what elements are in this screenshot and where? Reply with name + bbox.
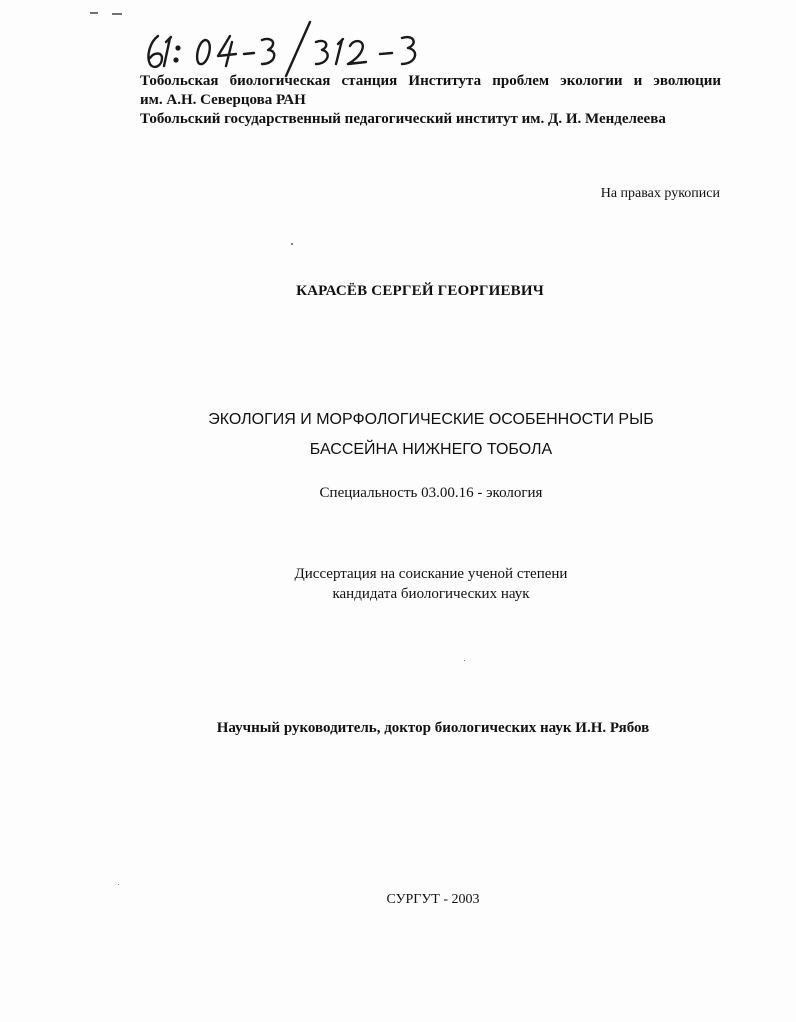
scientific-supervisor: Научный руководитель, доктор биологических наук И.Н. Рябов (216, 720, 650, 736)
degree-line-1: Диссертация на соискание ученой степени (294, 566, 568, 582)
degree-line-2: кандидата биологических наук (332, 586, 530, 602)
handwritten-archive-code (140, 18, 440, 78)
institution-line-2: им. А.Н. Северцова РАН (140, 92, 306, 108)
title-line-2: БАССЕЙНА НИЖНЕГО ТОБОЛА (309, 441, 553, 458)
degree-statement (0, 564, 796, 604)
scan-speck (291, 243, 293, 245)
scan-speck (118, 884, 119, 885)
place-and-year: СУРГУТ - 2003 (386, 892, 480, 907)
author-name: КАРАСЁВ СЕРГЕЙ ГЕОРГИЕВИЧ (296, 283, 544, 299)
dissertation-title (0, 405, 796, 465)
specialty: Специальность 03.00.16 - экология (319, 485, 543, 501)
institution-line-1: Тобольская биологическая станция Института проблем экологии и эволюции (140, 73, 721, 89)
scan-marks (90, 8, 130, 18)
scan-speck (464, 660, 465, 661)
manuscript-rights-note: На правах рукописи (600, 186, 720, 201)
institution-line-3: Тобольский государственный педагогический институт им. Д. И. Менделеева (140, 111, 666, 127)
title-line-1: ЭКОЛОГИЯ И МОРФОЛОГИЧЕСКИЕ ОСОБЕННОСТИ РЫБ (208, 411, 654, 428)
institutions-block (140, 72, 740, 129)
